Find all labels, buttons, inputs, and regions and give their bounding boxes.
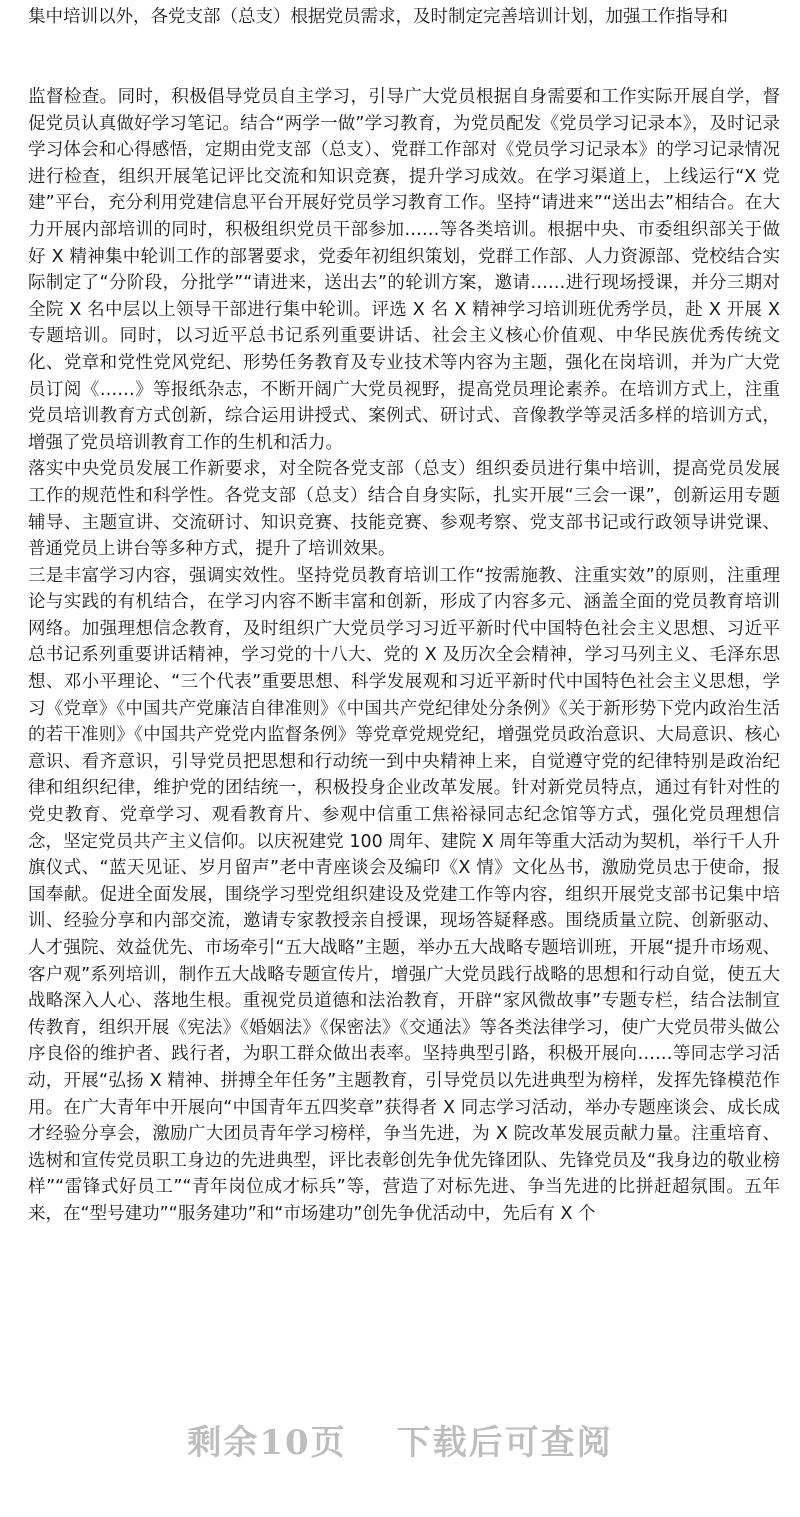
- paragraph: 落实中央党员发展工作新要求，对全院各党支部（总支）组织委员进行集中培训，提高党员发展工作的规范性和科学性。各党支部（总支）结合自身实际，扎实开展“三会一课”，创新运用专题辅导、主题宣讲、交流研讨、知识竞赛、技能竞赛、参观考察、党支部书记或行政领导讲党课、普通党员上讲台等多种方式，提升了培训效果。: [28, 459, 780, 560]
- paragraph: 监督检查。同时，积极倡导党员自主学习，引导广大党员根据自身需要和工作实际开展自学，督促党员认真做好学习笔记。结合“两学一做”学习教育，为党员配发《党员学习记录本》，及时记录学习体会和心得感悟，定期由党支部（总支）、党群工作部对《党员学习记录本》的学习记录情况进行检查，组织开展笔记评比交流和知识竞赛，提升学习成效。在学习渠道上，上线运行“X 党建”平台，充分利用党建信息平台开展好党员学习教育工作。坚持“请进来”“送出去”相结合。在大力开展内部培训的同时，积极组织党员干部参加……等各类培训。根据中央、市委组织部关于做好 X 精神集中轮训工作的部署要求，党委年初组织策划，党群工作部、人力资源部、党校结合实际制定了“分阶段，分批学”“请进来，送出去”的轮训方案，邀请……进行现场授课，并分三期对全院 X 名中层以上领导干部进行集中轮训。评选 X 名 X 精神学习培训班优秀学员，赴 X 开展 X 专题培训。同时，以习近平总书记系列重要讲话、社会主义核心价值观、中华民族优秀传统文化、党章和党性党风党纪、形势任务教育及专业技术等内容为主题，强化在岗培训，并为广大党员订阅《……》等报纸杂志，不断开阔广大党员视野，提高党员理论素养。在培训方式上，注重党员培训教育方式创新，综合运用讲授式、案例式、研讨式、音像教学等灵活多样的培训方式，增强了党员培训教育工作的生机和活力。: [28, 87, 780, 453]
- document-first-line: 集中培训以外，各党支部（总支）根据党员需求，及时制定完善培训计划，加强工作指导和: [28, 7, 728, 27]
- download-to-read-link[interactable]: 下载后可查阅: [396, 1423, 613, 1463]
- remaining-pages-label: 剩余10页: [187, 1423, 347, 1463]
- preview-limit-banner: [0, 1418, 800, 1468]
- paragraph: 三是丰富学习内容，强调实效性。坚持党员教育培训工作“按需施教、注重实效”的原则，注重理论与实践的有机结合，在学习内容不断丰富和创新，形成了内容多元、涵盖全面的党员教育培训网络。加强理想信念教育，及时组织广大党员学习习近平新时代中国特色社会主义思想、习近平总书记系列重要讲话精神，学习党的十八大、党的 X 及历次全会精神，学习马列主义、毛泽东思想、邓小平理论、“三个代表”重要思想、科学发展观和习近平新时代中国特色社会主义思想，学习《党章》《中国共产党廉洁自律准则》《中国共产党纪律处分条例》《关于新形势下党内政治生活的若干准则》《中国共产党党内监督条例》等党章党规党纪，增强党员政治意识、大局意识、核心意识、看齐意识，引导党员把思想和行动统一到中央精神上来，自觉遵守党的纪律特别是政治纪律和组织纪律，维护党的团结统一，积极投身企业改革发展。针对新党员特点，通过有针对性的党史教育、党章学习、观看教育片、参观中信重工焦裕禄同志纪念馆等方式，强化党员理想信念，坚定党员共产主义信仰。以庆祝建党 100 周年、建院 X 周年等重大活动为契机，举行千人升旗仪式、“蓝天见证、岁月留声”老中青座谈会及编印《X 情》文化丛书，激励党员忠于使命，报国奉献。促进全面发展，围绕学习型党组织建设及党建工作等内容，组织开展党支部书记集中培训、经验分享和内部交流，邀请专家教授亲自授课，现场答疑释惑。围绕质量立院、创新驱动、人才强院、效益优先、市场牵引“五大战略”主题，举办五大战略专题培训班，开展“提升市场观、客户观”系列培训，制作五大战略专题宣传片，增强广大党员践行战略的思想和行动自觉，使五大战略深入人心、落地生根。重视党员道德和法治教育，开辟“家风微故事”专题专栏，结合法制宣传教育，组织开展《宪法》《婚姻法》《保密法》《交通法》等各类法律学习，使广大党员带头做公序良俗的维护者、践行者，为职工群众做出表率。坚持典型引路，积极开展向……等同志学习活动，开展“弘扬 X 精神、拼搏全年任务”主题教育，引导党员以先进典型为榜样，发挥先锋模范作用。在广大青年中开展向“中国青年五四奖章”获得者 X 同志学习活动，举办专题座谈会、成长成才经验分享会，激励广大团员青年学习榜样，争当先进，为 X 院改革发展贡献力量。注重培育、选树和宣传党员职工身边的先进典型，评比表彰创先争优先锋团队、先锋党员及“我身边的敬业榜样”“雷锋式好员工”“青年岗位成才标兵”等，营造了对标先进、争当先进的比拼赶超氛围。五年来，在“型号建功”“服务建功”和“市场建功”创先争优活动中，先后有 X 个: [28, 565, 780, 1224]
- document-body: [28, 84, 780, 1228]
